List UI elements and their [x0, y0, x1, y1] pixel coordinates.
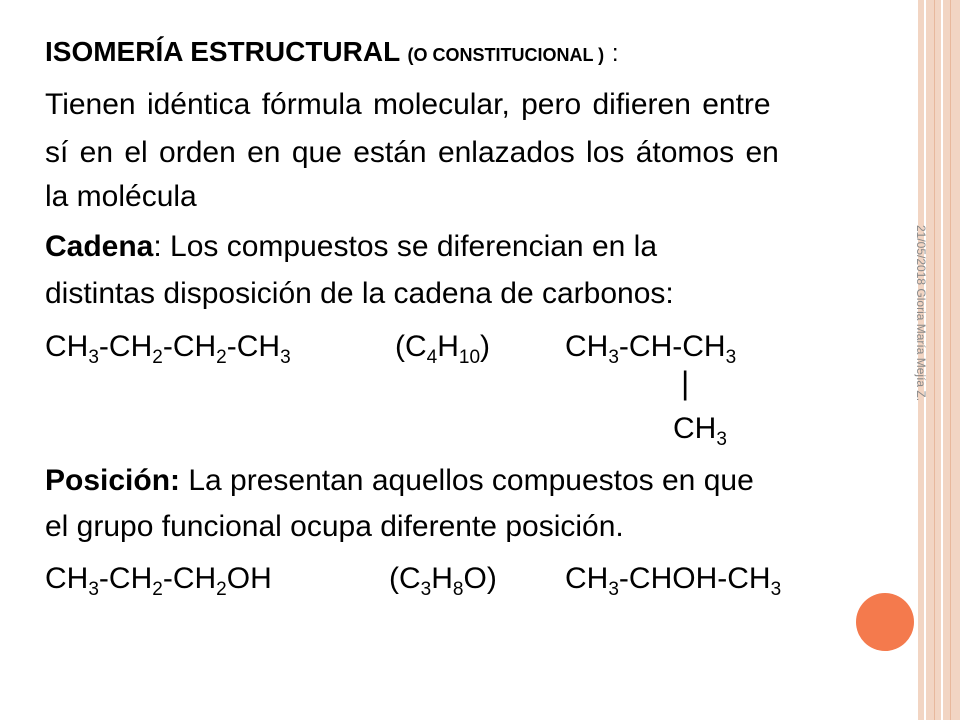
cadena-line-1	[45, 230, 657, 264]
formula-chain-right: $CH_3-CH-CH_3$	[565, 330, 737, 368]
cadena-label: Cadena	[45, 230, 154, 263]
heading-subtitle: (O CONSTITUCIONAL )	[407, 45, 605, 65]
formula-position-right: $CH_3-CHOH-CH_3$	[565, 562, 782, 600]
vertical-footer: 21/05/2018 Gloria María Mejía Z.	[914, 225, 928, 402]
formula-position-middle: $(C_3H_8O)$	[389, 562, 497, 600]
definition-line: sí en el orden en que están enlazados los átomos en	[45, 136, 779, 169]
side-band-line	[934, 0, 935, 720]
formula-chain-middle: $(C_4H_{10})$	[395, 330, 491, 368]
branch-methyl: $CH_3$	[673, 412, 727, 450]
definition-line: Tienen idéntica fórmula molecular, pero difieren entre	[45, 88, 771, 121]
side-band-stripe	[941, 0, 943, 720]
cadena-line-2: distintas disposición de la cadena de carbonos:	[45, 277, 674, 310]
heading-colon: :	[611, 40, 619, 67]
heading-title: ISOMERÍA ESTRUCTURAL	[45, 36, 400, 67]
posicion-line-2: el grupo funcional ocupa diferente posición.	[45, 510, 624, 543]
definition-line: la molécula	[45, 180, 197, 213]
cadena-text: : Los compuestos se diferencian en la	[153, 230, 658, 263]
posicion-text: La presentan aquellos compuestos en que	[180, 464, 754, 497]
formula-position-left: $CH_3-CH_2-CH_2OH$	[45, 562, 272, 600]
branch-bond: |	[681, 365, 690, 401]
posicion-label: Posición:	[45, 464, 181, 497]
formula-chain-left: $CH_3-CH_2-CH_2-CH_3$	[45, 330, 291, 368]
decorative-circle	[856, 593, 914, 651]
side-band-line	[950, 0, 951, 720]
posicion-line-1	[45, 464, 754, 498]
slide-heading	[45, 35, 619, 72]
